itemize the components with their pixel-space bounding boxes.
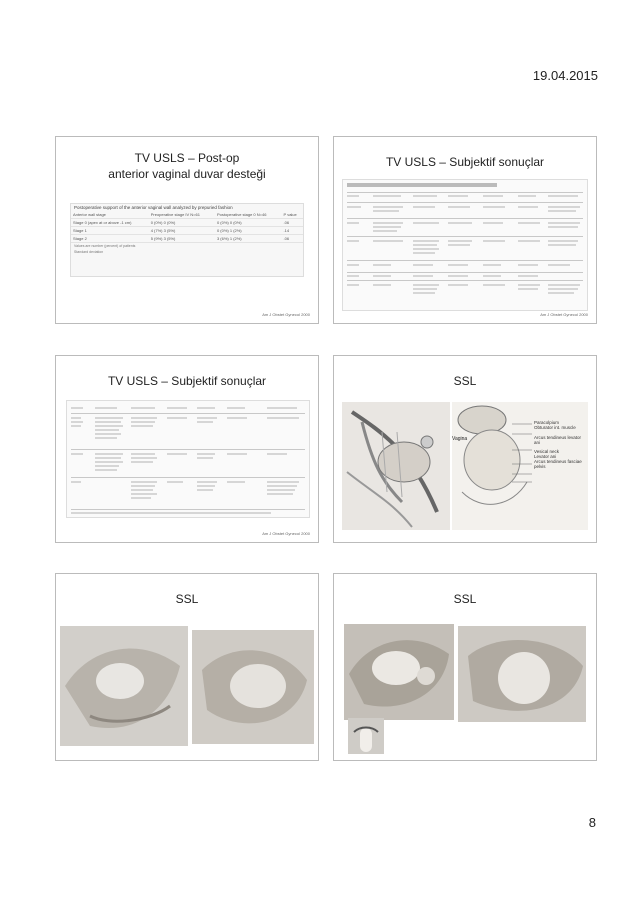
header-cell: Anterior wall stage [71, 211, 149, 219]
specimen-photo-graphic [344, 624, 454, 720]
slide-tv-usls-subjective-2 [55, 355, 319, 543]
table-note: Values are number (percent) of patients [74, 244, 136, 248]
slide-title: SSL [453, 374, 477, 388]
results-table-image [70, 203, 304, 277]
pelvis-specimen-photo [192, 630, 314, 744]
table-cell: Stage 0 (apex at or above -1 cm) [71, 219, 149, 227]
pelvis-specimen-photo [458, 626, 586, 722]
page-number: 8 [588, 815, 596, 830]
results-table [71, 211, 303, 243]
subjective-results-table-image [342, 179, 588, 311]
table-cell: 0 (0%) 0 (0%) [149, 219, 215, 227]
citation: Am J Obstet Gynecol 2000 [262, 312, 310, 317]
table-row [71, 219, 303, 227]
anatomy-label: Arcus tendineus levator ani [534, 435, 582, 445]
pelvis-specimen-photo [344, 624, 454, 720]
table-header-row [71, 211, 303, 219]
table-note: Standard deviation [74, 250, 104, 254]
specimen-photo-graphic [458, 626, 586, 722]
table-cell: .06 [281, 235, 303, 243]
header-cell: Postoperative stage 0 N=46 [215, 211, 282, 219]
slide-ssl-photos-2 [333, 573, 597, 761]
citation: Am J Obstet Gynecol 2000 [540, 312, 588, 317]
dense-table-graphic [67, 401, 309, 517]
anatomy-label: Arcus tendineus fasciae pelvis [534, 459, 582, 469]
header-cell: P value [281, 211, 303, 219]
subjective-results-table-image [66, 400, 310, 518]
table-cell: Stage 2 [71, 235, 149, 243]
pelvis-specimen-photo [60, 626, 188, 746]
table-cell: 3 (6%) 1 (2%) [215, 235, 282, 243]
table-row [71, 227, 303, 235]
table-cell: .14 [281, 227, 303, 235]
table-cell: 5 (9%) 3 (5%) [149, 235, 215, 243]
slide-tv-usls-postop [55, 136, 319, 324]
anatomy-label: Obturator int. muscle [534, 425, 576, 430]
thumbnail-graphic [348, 718, 384, 754]
specimen-photo-graphic [60, 626, 188, 746]
dense-table-graphic [343, 180, 587, 310]
pelvic-floor-illustration [452, 402, 588, 530]
slide-title-line1: TV USLS – Post-op [134, 151, 240, 165]
slide-title: TV USLS – Subjektif sonuçlar [107, 374, 267, 388]
slide-title: SSL [175, 592, 199, 606]
anatomy-label: Levator ani [534, 454, 557, 459]
table-row [71, 235, 303, 243]
table-cell: 4 (7%) 3 (5%) [149, 227, 215, 235]
slide-ssl-anatomy [333, 355, 597, 543]
slide-ssl-photos-1 [55, 573, 319, 761]
header-cell: Preoperative stage IV N=61 [149, 211, 215, 219]
slide-title-line2: anterior vaginal duvar desteği [108, 167, 266, 181]
page-date: 19.04.2015 [532, 68, 598, 83]
pelvic-drawing [342, 402, 450, 530]
specimen-photo-graphic [192, 630, 314, 744]
table-cell: 0 (0%) 1 (2%) [215, 227, 282, 235]
slide-title: SSL [453, 592, 477, 606]
table-cell: 0 (0%) 0 (0%) [215, 219, 282, 227]
table-cell: .06 [281, 219, 303, 227]
vagina-label: Vagina [452, 436, 468, 442]
anatomy-label: Vesical neck [534, 449, 560, 454]
pelvic-anatomy-illustration [342, 402, 450, 530]
finger-thumbnail-photo [348, 718, 384, 754]
anatomy-label: Paracolpium [534, 420, 560, 425]
slide-title: TV USLS – Subjektif sonuçlar [385, 155, 545, 169]
slide-tv-usls-subjective-1 [333, 136, 597, 324]
table-caption: Postoperative support of the anterior vaginal wall analyzed by prepuried fashion [74, 205, 233, 210]
table-cell: Stage 1 [71, 227, 149, 235]
citation: Am J Obstet Gynecol 2000 [262, 531, 310, 536]
